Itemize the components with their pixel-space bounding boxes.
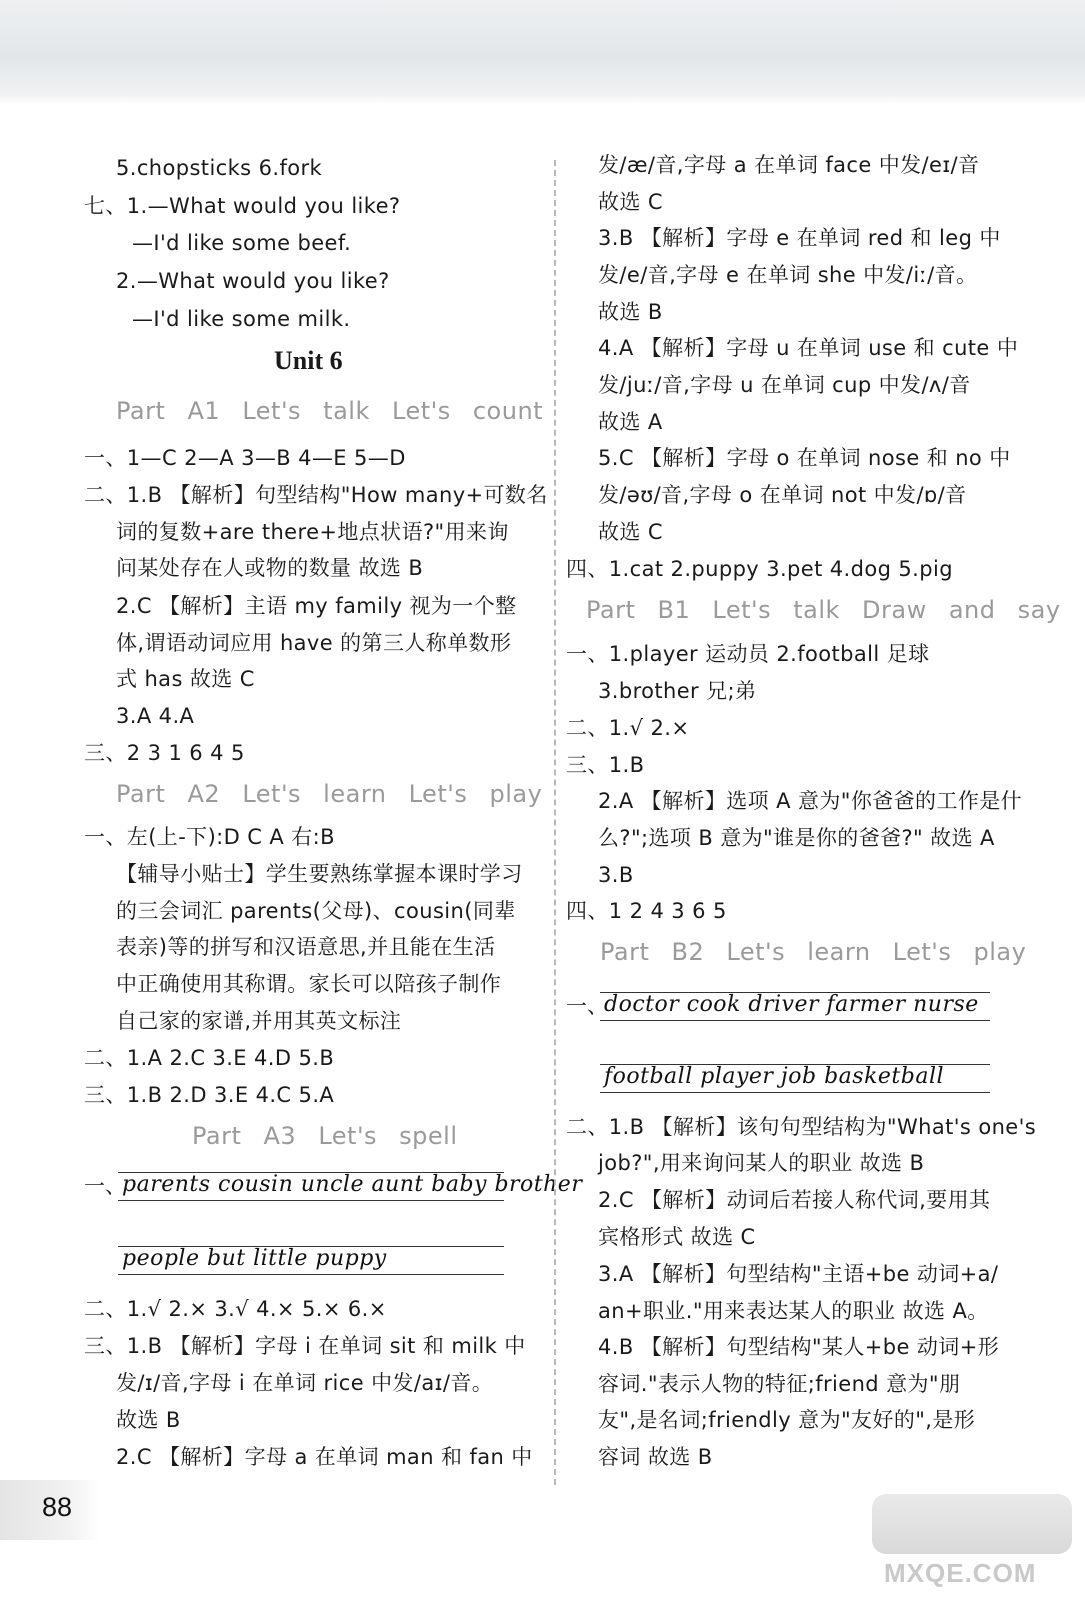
answer-line: 宾格形式 故选 C [598, 1225, 756, 1249]
answer-line: 故选 B [116, 1408, 181, 1432]
answer-line: 七、1.—What would you like? [84, 194, 401, 218]
answer-line: 体,谓语动词应用 have 的第三人称单数形 [116, 631, 512, 655]
answer-line: 三、2 3 1 6 4 5 [84, 741, 245, 765]
answer-line: an+职业."用来表达某人的职业 故选 A。 [598, 1299, 989, 1323]
top-scan-band [0, 0, 1085, 105]
answer-line: 5.C 【解析】字母 o 在单词 nose 和 no 中 [598, 446, 1011, 470]
page-number-tab [0, 1480, 100, 1540]
tip-line: 中正确使用其称谓。家长可以陪孩子制作 [116, 972, 502, 996]
watermark [872, 1494, 1072, 1594]
handwritten-answer: people but little puppy [122, 1246, 387, 1271]
answer-line: 4.A 【解析】字母 u 在单词 use 和 cute 中 [598, 336, 1019, 360]
section-heading: Part A1 Let's talk Let's count [116, 397, 544, 425]
answer-line: 3.A 4.A [116, 704, 195, 728]
handwritten-answer: doctor cook driver farmer nurse [604, 992, 979, 1017]
answer-line: 发/əʊ/音,字母 o 在单词 not 中发/ɒ/音 [598, 483, 967, 507]
handwritten-answer: parents cousin uncle aunt baby brother [122, 1172, 583, 1197]
answer-line: 故选 A [598, 410, 663, 434]
answer-line: 3.brother 兄;弟 [598, 679, 757, 703]
answer-line: 么?";选项 B 意为"谁是你的爸爸?" 故选 A [598, 826, 995, 850]
answer-line: 一、1.player 运动员 2.football 足球 [566, 642, 930, 666]
section-heading: Part B1 Let's talk Draw and say [586, 596, 1061, 624]
answer-line: 故选 C [598, 190, 663, 214]
answer-line: 5.chopsticks 6.fork [116, 156, 323, 180]
answer-line: 2.C 【解析】动词后若接人称代词,要用其 [598, 1188, 991, 1212]
answer-line: 3.B [598, 863, 634, 887]
answer-line: 三、1.B [566, 753, 645, 777]
answer-line: —I'd like some beef. [132, 231, 352, 255]
tip-line: 【辅导小贴士】学生要熟练掌握本课时学习 [116, 862, 523, 886]
answer-line: 容词."表示人物的特征;friend 意为"朋 [598, 1372, 961, 1396]
handwriting-line [600, 1060, 990, 1096]
answer-line: 问某处存在人或物的数量 故选 B [116, 556, 424, 580]
tip-line: 表亲)等的拼写和汉语意思,并且能在生活 [116, 935, 496, 959]
handwriting-line [118, 1242, 504, 1278]
answer-line: 3.A 【解析】句型结构"主语+be 动词+a/ [598, 1262, 999, 1286]
handwriting-line [600, 988, 990, 1024]
answer-line: 2.C 【解析】字母 a 在单词 man 和 fan 中 [116, 1445, 533, 1469]
answer-line: 故选 B [598, 300, 663, 324]
answer-line: 三、1.B 2.D 3.E 4.C 5.A [84, 1083, 335, 1107]
tip-line: 自己家的家谱,并用其英文标注 [116, 1009, 402, 1033]
section-heading: Part A3 Let's spell [192, 1122, 458, 1150]
answer-line: 二、1.A 2.C 3.E 4.D 5.B [84, 1046, 335, 1070]
answer-line: 2.—What would you like? [116, 269, 390, 293]
answer-line: 发/juː/音,字母 u 在单词 cup 中发/ʌ/音 [598, 373, 971, 397]
answer-line: 二、1.√ 2.× 3.√ 4.× 5.× 6.× [84, 1297, 387, 1321]
section-heading: Part B2 Let's learn Let's play [600, 938, 1027, 966]
answer-line: 三、1.B 【解析】字母 i 在单词 sit 和 milk 中 [84, 1334, 526, 1358]
watermark-text: MXQE.COM [884, 1558, 1037, 1588]
answer-line: 一、左(上-下):D C A 右:B [84, 825, 335, 849]
answer-line: 2.A 【解析】选项 A 意为"你爸爸的工作是什 [598, 789, 1023, 813]
answer-line: 词的复数+are there+地点状语?"用来询 [116, 520, 509, 544]
answer-line: 式 has 故选 C [116, 667, 255, 691]
handwritten-answer: football player job basketball [604, 1064, 945, 1089]
column-divider [554, 160, 556, 1485]
answer-line: 容词 故选 B [598, 1445, 713, 1469]
answer-line: 四、1 2 4 3 6 5 [566, 899, 727, 923]
question-number: 一、 [566, 994, 608, 1018]
answer-line: 二、1.B 【解析】句型结构"How many+可数名 [84, 483, 548, 507]
section-heading: Part A2 Let's learn Let's play [116, 780, 543, 808]
answer-line: 4.B 【解析】句型结构"某人+be 动词+形 [598, 1335, 1000, 1359]
answer-line: 发/æ/音,字母 a 在单词 face 中发/eɪ/音 [598, 153, 980, 177]
answer-line: 发/e/音,字母 e 在单词 she 中发/iː/音。 [598, 263, 978, 287]
answer-line: —I'd like some milk. [132, 307, 351, 331]
answer-line: 发/ɪ/音,字母 i 在单词 rice 中发/aɪ/音。 [116, 1371, 494, 1395]
page-number: 88 [42, 1492, 73, 1522]
handwriting-line [118, 1168, 583, 1204]
answer-line: job?",用来询问某人的职业 故选 B [598, 1151, 925, 1175]
answer-line: 3.B 【解析】字母 e 在单词 red 和 leg 中 [598, 226, 1001, 250]
answer-line: 故选 C [598, 520, 663, 544]
watermark-logo-icon [872, 1494, 1072, 1554]
tip-line: 的三会词汇 parents(父母)、cousin(同辈 [116, 899, 516, 923]
answer-line: 四、1.cat 2.puppy 3.pet 4.dog 5.pig [566, 557, 953, 581]
answer-line: 2.C 【解析】主语 my family 视为一个整 [116, 594, 517, 618]
answer-line: 友",是名词;friendly 意为"友好的",是形 [598, 1408, 976, 1432]
answer-line: 二、1.√ 2.× [566, 716, 690, 740]
answer-line: 二、1.B 【解析】该句句型结构为"What's one's [566, 1115, 1037, 1139]
unit-title: Unit 6 [274, 346, 343, 375]
question-number: 一、 [84, 1174, 126, 1198]
answer-line: 一、1—C 2—A 3—B 4—E 5—D [84, 446, 406, 470]
